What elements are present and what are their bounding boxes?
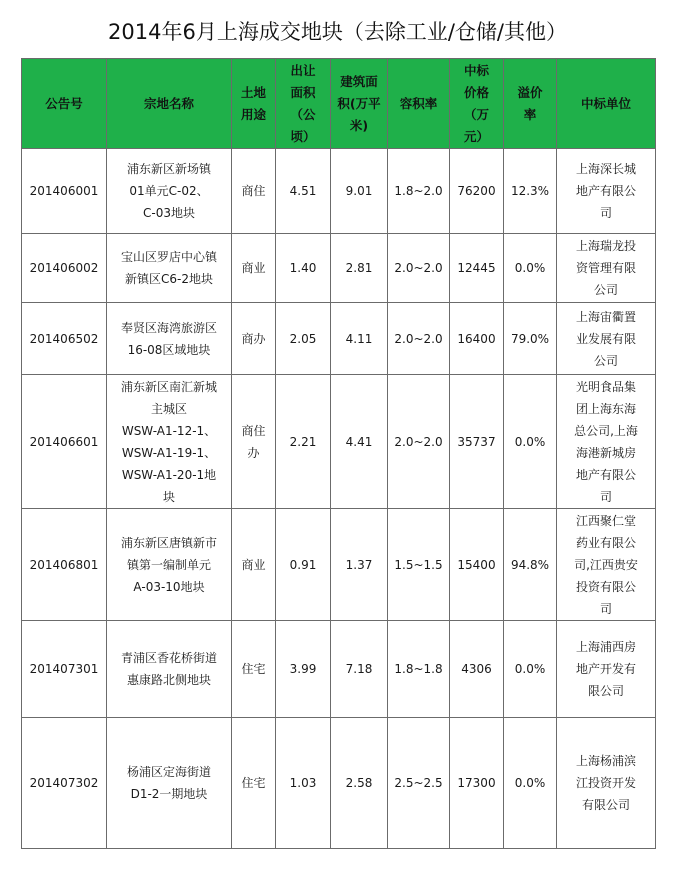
cell-land-use: 商办 [232,303,276,375]
cell-parcel-name: 杨浦区定海街道 D1-2一期地块 [107,718,232,849]
header-premium-rate: 溢价 率 [504,59,557,149]
cell-transfer-area: 1.40 [276,234,331,303]
cell-transfer-area: 2.21 [276,375,331,509]
cell-winner: 上海浦西房 地产开发有 限公司 [557,621,656,718]
cell-plot-ratio: 2.0~2.0 [388,375,450,509]
cell-land-use: 住宅 [232,621,276,718]
cell-notice-no: 201406001 [22,149,107,234]
cell-winning-price: 16400 [450,303,504,375]
cell-building-area: 7.18 [331,621,388,718]
header-land-use: 土地 用途 [232,59,276,149]
cell-land-use: 商业 [232,509,276,621]
cell-winning-price: 4306 [450,621,504,718]
cell-transfer-area: 1.03 [276,718,331,849]
cell-winning-price: 15400 [450,509,504,621]
cell-winner: 上海瑞龙投 资管理有限 公司 [557,234,656,303]
cell-transfer-area: 0.91 [276,509,331,621]
header-plot-ratio: 容积率 [388,59,450,149]
header-transfer-area: 出让 面积 （公 顷） [276,59,331,149]
cell-plot-ratio: 2.5~2.5 [388,718,450,849]
cell-notice-no: 201407301 [22,621,107,718]
cell-plot-ratio: 1.8~1.8 [388,621,450,718]
cell-winning-price: 12445 [450,234,504,303]
cell-building-area: 2.81 [331,234,388,303]
header-building-area: 建筑面 积(万平 米) [331,59,388,149]
cell-premium-rate: 0.0% [504,375,557,509]
header-parcel-name: 宗地名称 [107,59,232,149]
cell-winning-price: 35737 [450,375,504,509]
header-row [22,59,656,149]
header-winning-price: 中标 价格 （万 元） [450,59,504,149]
cell-winner: 上海深长城 地产有限公 司 [557,149,656,234]
cell-building-area: 1.37 [331,509,388,621]
cell-premium-rate: 0.0% [504,718,557,849]
page-title: 2014年6月上海成交地块（去除工业/仓储/其他） [108,20,567,44]
cell-transfer-area: 3.99 [276,621,331,718]
cell-transfer-area: 4.51 [276,149,331,234]
cell-winning-price: 17300 [450,718,504,849]
cell-winner: 光明食品集 团上海东海 总公司,上海 海港新城房 地产有限公 司 [557,375,656,509]
cell-notice-no: 201406801 [22,509,107,621]
cell-premium-rate: 12.3% [504,149,557,234]
land-transactions-table [21,58,656,849]
cell-winning-price: 76200 [450,149,504,234]
cell-premium-rate: 0.0% [504,234,557,303]
cell-parcel-name: 宝山区罗店中心镇 新镇区C6-2地块 [107,234,232,303]
table-row [22,149,656,234]
cell-winner: 江西聚仁堂 药业有限公 司,江西贵安 投资有限公 司 [557,509,656,621]
cell-winner: 上海杨浦滨 江投资开发 有限公司 [557,718,656,849]
cell-land-use: 住宅 [232,718,276,849]
table-row [22,375,656,509]
table-row [22,303,656,375]
cell-parcel-name: 浦东新区唐镇新市 镇第一编制单元 A-03-10地块 [107,509,232,621]
cell-plot-ratio: 2.0~2.0 [388,234,450,303]
cell-premium-rate: 79.0% [504,303,557,375]
cell-building-area: 4.11 [331,303,388,375]
cell-land-use: 商业 [232,234,276,303]
cell-plot-ratio: 2.0~2.0 [388,303,450,375]
header-winner: 中标单位 [557,59,656,149]
table-row [22,718,656,849]
cell-parcel-name: 奉贤区海湾旅游区 16-08区域地块 [107,303,232,375]
cell-plot-ratio: 1.8~2.0 [388,149,450,234]
cell-land-use: 商住 办 [232,375,276,509]
cell-parcel-name: 青浦区香花桥街道 惠康路北侧地块 [107,621,232,718]
table-row [22,621,656,718]
cell-notice-no: 201406601 [22,375,107,509]
cell-transfer-area: 2.05 [276,303,331,375]
header-notice-no: 公告号 [22,59,107,149]
cell-premium-rate: 0.0% [504,621,557,718]
cell-notice-no: 201406002 [22,234,107,303]
table-row [22,509,656,621]
cell-notice-no: 201406502 [22,303,107,375]
cell-parcel-name: 浦东新区新场镇 01单元C-02、 C-03地块 [107,149,232,234]
cell-building-area: 4.41 [331,375,388,509]
cell-land-use: 商住 [232,149,276,234]
cell-building-area: 2.58 [331,718,388,849]
cell-premium-rate: 94.8% [504,509,557,621]
cell-winner: 上海宙衢置 业发展有限 公司 [557,303,656,375]
table-row [22,234,656,303]
cell-building-area: 9.01 [331,149,388,234]
cell-plot-ratio: 1.5~1.5 [388,509,450,621]
cell-parcel-name: 浦东新区南汇新城 主城区 WSW-A1-12-1、 WSW-A1-19-1、 WSW-A1-20-1地 块 [107,375,232,509]
cell-notice-no: 201407302 [22,718,107,849]
